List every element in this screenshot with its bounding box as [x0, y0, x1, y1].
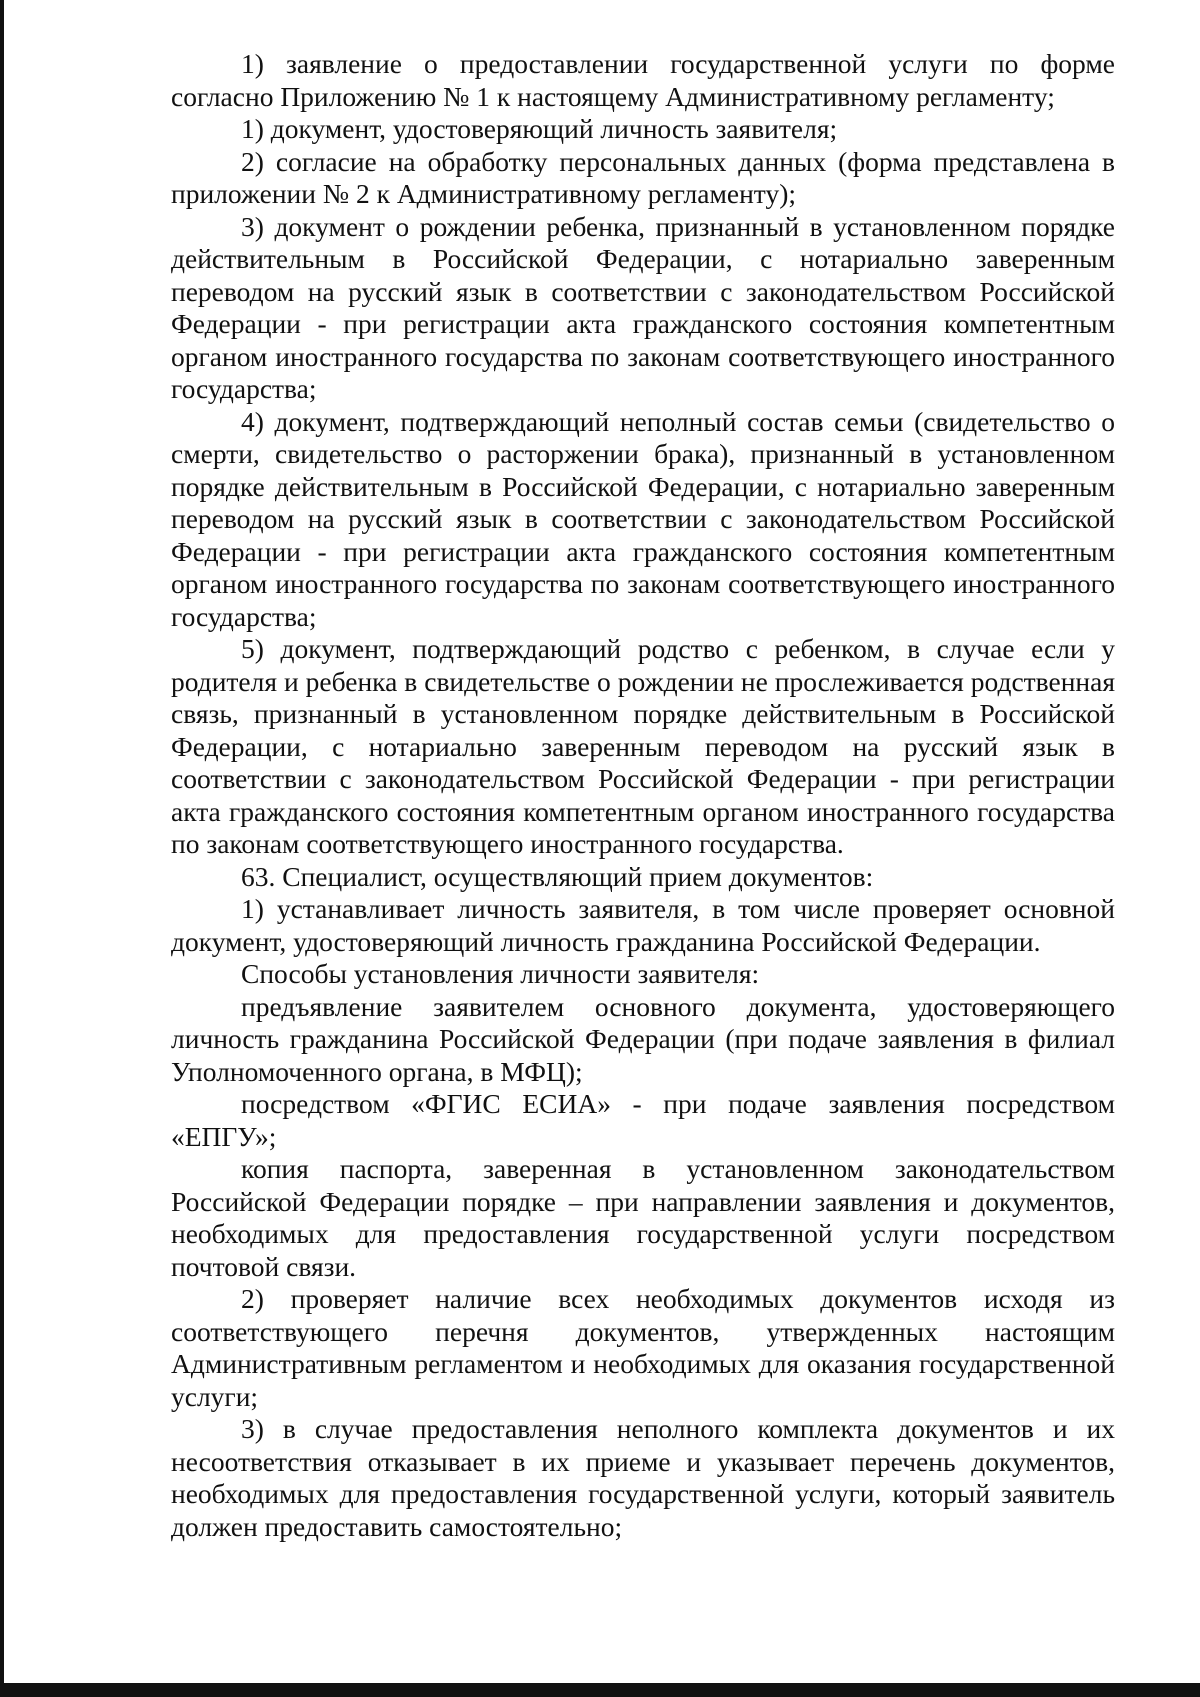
paragraph-identity-document: 1) документ, удостоверяющий личность заявителя;	[241, 113, 838, 144]
paragraph-kinship-document: 5) документ, подтверждающий родство с ребенком, в случае если у родителя и ребенка в свидетельстве о рождении не прослеживается родственная связь, признанный в установленном порядке действительным в Российской Федерации, с нотариально заверенным переводом на русский язык в соответствии с законодательством Российской Федерации - при регистрации акта гражданского состояния компетентным органом иностранного государства по законам соответствующего иностранного государства.	[171, 633, 1115, 859]
paragraph-birth-document: 3) документ о рождении ребенка, признанный в установленном порядке действительным в Российской Федерации, с нотариально заверенным переводом на русский язык в соответствии с законодательством Российской Федерации - при регистрации акта гражданского состояния компетентным органом иностранного государства по законам соответствующего иностранного государства;	[171, 210, 1115, 404]
paragraph-check-documents: 2) проверяет наличие всех необходимых документов исходя из соответствующего перечня документов, утвержденных настоящим Административным регламентом и необходимых для оказания государственной услуги;	[171, 1283, 1115, 1412]
paragraph-method-passport-presentation: предъявление заявителем основного документа, удостоверяющего личность гражданина Российской Федерации (при подаче заявления в филиал Уполномоченного органа, в МФЦ);	[171, 990, 1115, 1087]
paragraph-establish-identity: 1) устанавливает личность заявителя, в том числе проверяет основной документ, удостоверяющий личность гражданина Российской Федерации.	[171, 893, 1115, 957]
document-body	[171, 48, 1115, 1543]
paragraph-refuse-incomplete: 3) в случае предоставления неполного комплекта документов и их несоответствия отказывает в их приеме и указывает перечень документов, необходимых для предоставления государственной услуги, который заявитель должен предоставить самостоятельно;	[171, 1413, 1115, 1542]
paragraph-personal-data-consent: 2) согласие на обработку персональных данных (форма представлена в приложении № 2 к Административному регламенту);	[171, 145, 1115, 209]
scan-border-bottom	[0, 1683, 1200, 1697]
paragraph-identity-methods-heading: Способы установления личности заявителя:	[241, 958, 760, 989]
paragraph-section-63-heading: 63. Специалист, осуществляющий прием документов:	[241, 860, 874, 892]
scan-border-left	[0, 0, 4, 1697]
paragraph-method-passport-copy: копия паспорта, заверенная в установленном законодательством Российской Федерации порядке – при направлении заявления и документов, необходимых для предоставления государственной услуги посредством почтовой связи.	[171, 1153, 1115, 1282]
paragraph-application: 1) заявление о предоставлении государственной услуги по форме согласно Приложению № 1 к настоящему Административному регламенту;	[171, 48, 1115, 112]
paragraph-incomplete-family-document: 4) документ, подтверждающий неполный состав семьи (свидетельство о смерти, свидетельство о расторжении брака), признанный в установленном порядке действительным в Российской Федерации, с нотариально заверенным переводом на русский язык в соответствии с законодательством Российской Федерации - при регистрации акта гражданского состояния компетентным органом иностранного государства по законам соответствующего иностранного государства;	[171, 405, 1115, 632]
paragraph-method-esia: посредством «ФГИС ЕСИА» - при подаче заявления посредством «ЕПГУ»;	[171, 1088, 1115, 1152]
